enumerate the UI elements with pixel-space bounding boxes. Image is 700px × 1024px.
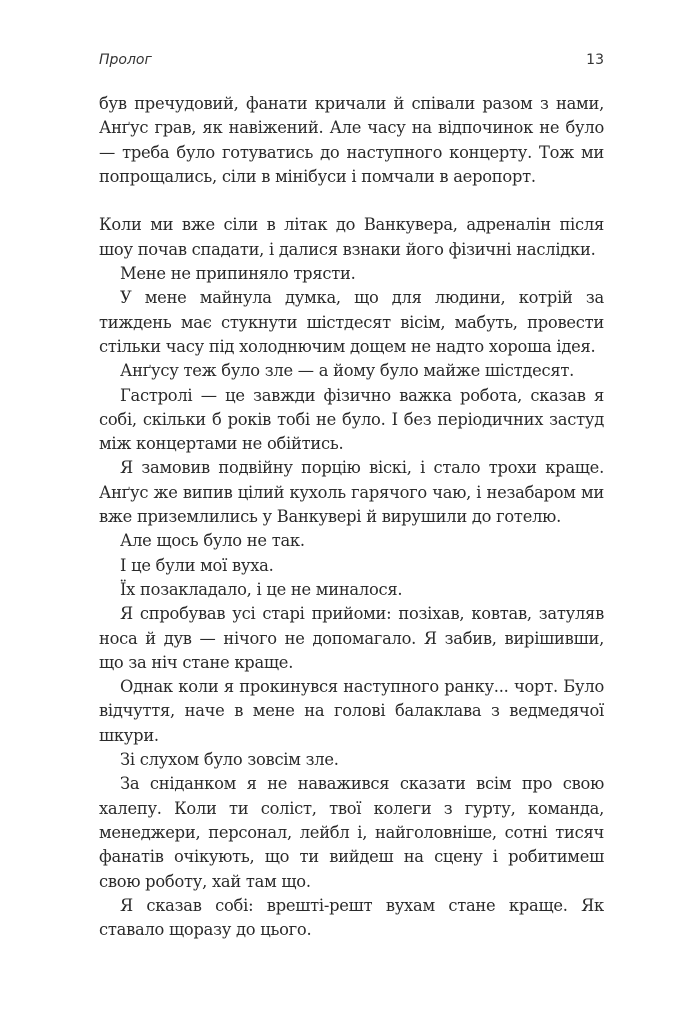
paragraph: Однак коли я прокинувся наступного ранку... чорт. Було відчуття, наче в мене на голові балаклава з ведмедячої шкури. xyxy=(99,677,604,745)
paragraph: Їх позакладало, і це не миналося. xyxy=(120,579,403,599)
paragraph: У мене майнула думка, що для людини, котрій за тиждень має стукнути шістдесят вісім, мабуть, провести стільки часу під холоднючим дощем не надто хороша ідея. xyxy=(99,288,604,356)
paragraph-continued: був пречудовий, фанати кричали й співали разом з нами, Анґус грав, як навіжений. Але часу на відпочинок не було — треба було готуватись до наступного концерту. Тож ми попрощались, сіли в мінібуси і помчали в аеропорт. xyxy=(99,94,604,186)
paragraph: Мене не припиняло трясти. xyxy=(120,264,356,284)
paragraph-section-start: Коли ми вже сіли в літак до Ванкувера, адреналін після шоу почав спадати, і далися взнаки його фізичні наслідки. xyxy=(99,215,604,259)
page-number: 13 xyxy=(586,52,604,68)
paragraph: За сніданком я не наважився сказати всім про свою халепу. Коли ти соліст, твої колеги з гурту, команда, менеджери, персонал, лейбл і, найголовніше, сотні тисяч фанатів очікують, що ти вийдеш на сцену і робитимеш свою роботу, хай там що. xyxy=(99,774,604,891)
body-text xyxy=(99,92,604,942)
paragraph: Я замовив подвійну порцію віскі, і стало трохи краще. Анґус же випив цілий кухоль гарячого чаю, і незабаром ми вже приземлились у Ванкувері й вирушили до готелю. xyxy=(99,458,604,527)
paragraph: Але щось було не так. xyxy=(120,531,305,551)
paragraph: Анґусу теж було зле — а йому було майже шістдесят. xyxy=(120,361,575,381)
paragraph: І це були мої вуха. xyxy=(120,555,274,575)
running-header xyxy=(99,52,604,74)
section-title: Пролог xyxy=(99,52,152,68)
paragraph: Я сказав собі: врешті-решт вухам стане краще. Як ставало щоразу до цього. xyxy=(99,895,604,940)
paragraph: Я спробував усі старі прийоми: позіхав, ковтав, затуляв носа й дув — нічого не допомагало. Я забив, вирішивши, що за ніч стане краще. xyxy=(99,604,604,672)
paragraph: Гастролі — це завжди фізично важка робота, сказав я собі, скільки б років тобі не було. І без періодичних застуд між концертами не обійтись. xyxy=(99,385,604,454)
paragraph: Зі слухом було зовсім зле. xyxy=(120,750,339,770)
